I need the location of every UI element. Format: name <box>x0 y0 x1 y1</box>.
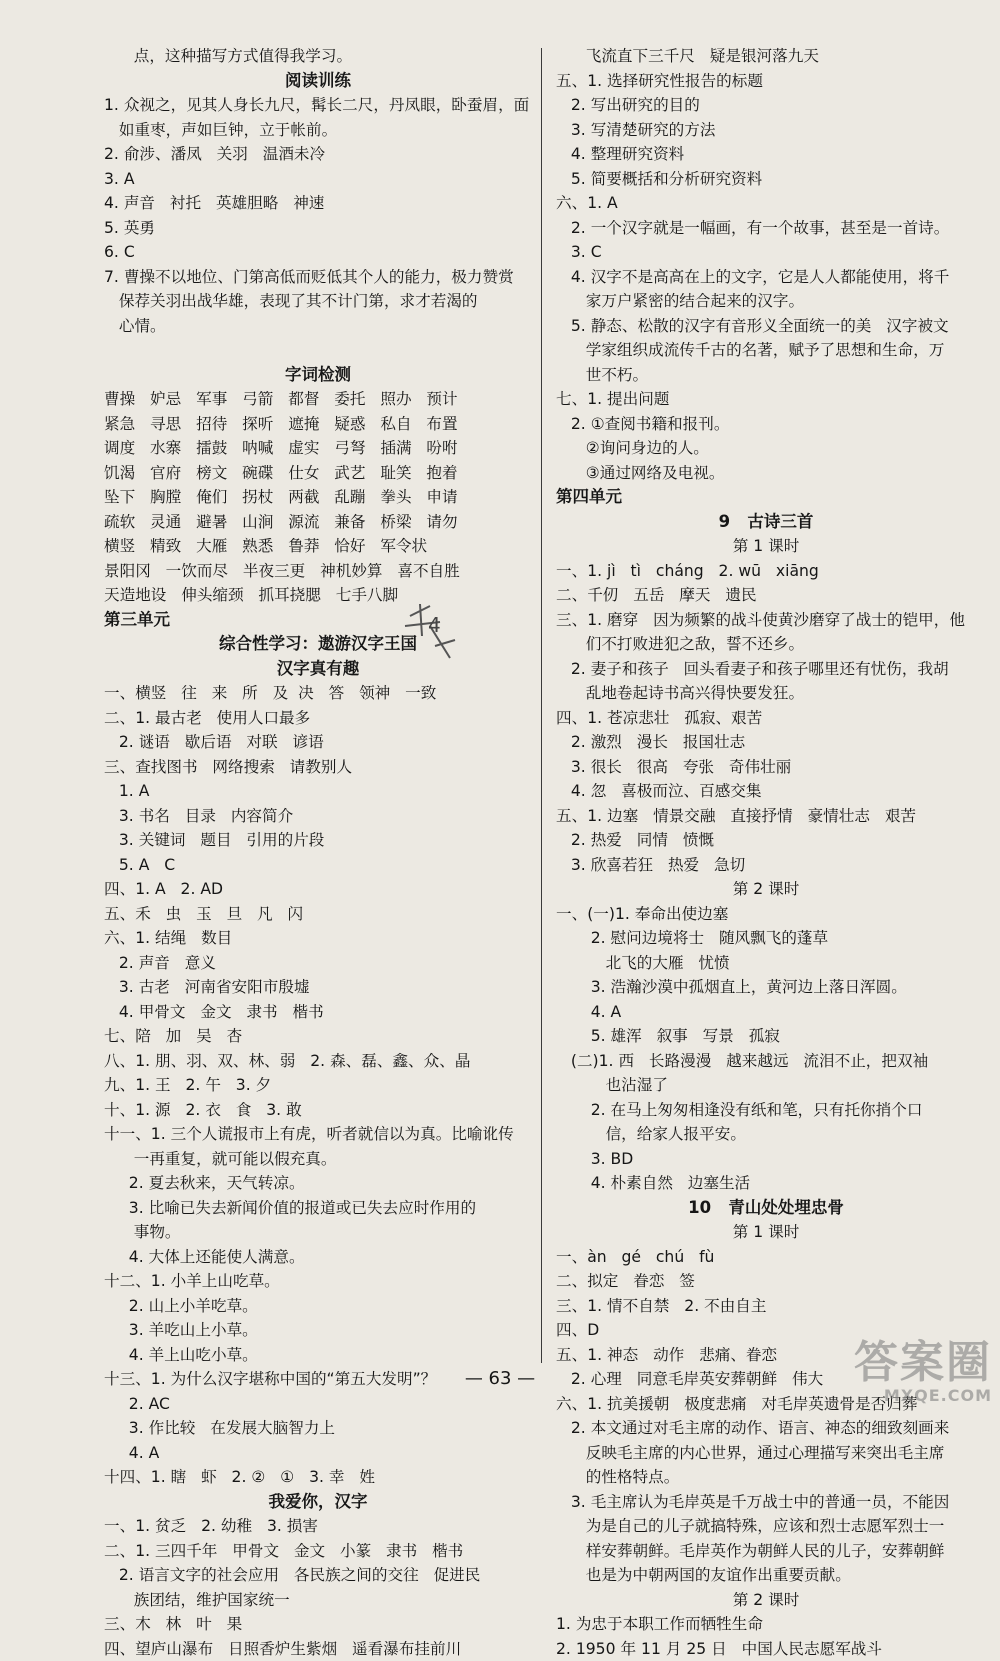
answer-line: 4. 朴素自然 边塞生活 <box>556 1171 976 1196</box>
section-heading: 阅读训练 <box>104 69 532 94</box>
answer-line: 八、1. 朋、羽、双、林、弱 2. 森、磊、鑫、众、晶 <box>104 1049 532 1074</box>
answer-line: 2. 热爱 同情 愤慨 <box>556 828 976 853</box>
answer-line: 3. 书名 目录 内容简介 <box>104 804 532 829</box>
answer-line: 坠下 胸膛 俺们 拐杖 两截 乱蹦 拳头 申请 <box>104 485 532 510</box>
answer-line: 7. 曹操不以地位、门第高低而贬低其个人的能力，极力赞赏 <box>104 265 532 290</box>
answer-line: 2. 心理 同意毛岸英安葬朝鲜 伟大 <box>556 1367 976 1392</box>
answer-line: 二、1. 最古老 使用人口最多 <box>104 706 532 731</box>
answer-line: ③通过网络及电视。 <box>556 461 976 486</box>
answer-line: 也是为中朝两国的友谊作出重要贡献。 <box>556 1563 976 1588</box>
answer-line: 一、(一)1. 奉命出使边塞 <box>556 902 976 927</box>
column-divider <box>541 48 542 1363</box>
answer-line: 十、1. 源 2. 衣 食 3. 敢 <box>104 1098 532 1123</box>
answer-line: 族团结，维护国家统一 <box>104 1588 532 1613</box>
answer-line: 如重枣，声如巨钟，立于帐前。 <box>104 118 532 143</box>
answer-line: 七、陪 加 吴 杏 <box>104 1024 532 1049</box>
answer-line: 疏软 灵通 避暑 山涧 源流 兼备 桥梁 请勿 <box>104 510 532 535</box>
answer-line: 一、1. jì tì cháng 2. wū xiāng <box>556 559 976 584</box>
answer-line: 一、横竖 往 来 所 及 决 答 领神 一致 <box>104 681 532 706</box>
answer-line: 3. 作比较 在发展大脑智力上 <box>104 1416 532 1441</box>
answer-line: 2. 一个汉字就是一幅画，有一个故事，甚至是一首诗。 <box>556 216 976 241</box>
answer-line: 2. 妻子和孩子 回头看妻子和孩子哪里还有忧伤，我胡 <box>556 657 976 682</box>
answer-line: 4. 整理研究资料 <box>556 142 976 167</box>
answer-line: 3. BD <box>556 1147 976 1172</box>
answer-line: 曹操 妒忌 军事 弓箭 都督 委托 照办 预计 <box>104 387 532 412</box>
answer-line: 3. 关键词 题目 引用的片段 <box>104 828 532 853</box>
section-heading: 综合性学习：遨游汉字王国 <box>104 632 532 657</box>
answer-line: 五、1. 神态 动作 悲痛、眷恋 <box>556 1343 976 1368</box>
answer-line: 二、1. 三四千年 甲骨文 金文 小篆 隶书 楷书 <box>104 1539 532 1564</box>
answer-line: 五、禾 虫 玉 旦 凡 闪 <box>104 902 532 927</box>
answer-line: 乱地卷起诗书高兴得快要发狂。 <box>556 681 976 706</box>
answer-line: 北飞的大雁 忧愤 <box>556 951 976 976</box>
watermark-url: MXQE.COM <box>854 1386 992 1405</box>
answer-line: 为是自己的儿子就搞特殊，应该和烈士志愿军烈士一 <box>556 1514 976 1539</box>
section-heading: 9 古诗三首 <box>556 510 976 535</box>
answer-line: ②询问身边的人。 <box>556 436 976 461</box>
answer-line: 三、木 林 叶 果 <box>104 1612 532 1637</box>
answer-line: 四、1. 苍凉悲壮 孤寂、艰苦 <box>556 706 976 731</box>
answer-line: 3. 欣喜若狂 热爱 急切 <box>556 853 976 878</box>
answer-line: 2. 声音 意义 <box>104 951 532 976</box>
answer-line: 四、望庐山瀑布 日照香炉生紫烟 遥看瀑布挂前川 <box>104 1637 532 1661</box>
answer-line: 的性格特点。 <box>556 1465 976 1490</box>
handwritten-scribble <box>400 596 460 666</box>
watermark-logo-text: 答案圈 <box>854 1340 992 1386</box>
answer-line: 事物。 <box>104 1220 532 1245</box>
answer-line: 五、1. 选择研究性报告的标题 <box>556 69 976 94</box>
answer-line: 2. 1950 年 11 月 25 日 中国人民志愿军战斗 <box>556 1637 976 1661</box>
answer-line: 3. A <box>104 167 532 192</box>
answer-line: 心情。 <box>104 314 532 339</box>
answer-line: 4. 声音 衬托 英雄胆略 神速 <box>104 191 532 216</box>
answer-line: 3. 写清楚研究的方法 <box>556 118 976 143</box>
answer-line: 4. 汉字不是高高在上的文字，它是人人都能使用，将千 <box>556 265 976 290</box>
section-heading: 第三单元 <box>104 608 532 633</box>
answer-line: 一、àn gé chú fù <box>556 1245 976 1270</box>
answer-line: 2. 谜语 歇后语 对联 谚语 <box>104 730 532 755</box>
answer-line: 1. 众视之，见其人身长九尺，髯长二尺，丹凤眼，卧蚕眉，面 <box>104 93 532 118</box>
answer-line: 三、查找图书 网络搜索 请教别人 <box>104 755 532 780</box>
answer-line: 3. 毛主席认为毛岸英是千万战士中的普通一员，不能因 <box>556 1490 976 1515</box>
answer-line: 天造地设 伸头缩颈 抓耳挠腮 七手八脚 <box>104 583 532 608</box>
answer-line: 2. 本文通过对毛主席的动作、语言、神态的细致刻画来 <box>556 1416 976 1441</box>
answer-line: 们不打败进犯之敌，誓不还乡。 <box>556 632 976 657</box>
answer-line: 点，这种描写方式值得我学习。 <box>104 44 532 69</box>
answer-line: 3. 羊吃山上小草。 <box>104 1318 532 1343</box>
answer-line: (二)1. 西 长路漫漫 越来越远 流泪不止，把双袖 <box>556 1049 976 1074</box>
right-column <box>556 44 976 1661</box>
answer-line: 六、1. 结绳 数目 <box>104 926 532 951</box>
answer-line: 十二、1. 小羊上山吃草。 <box>104 1269 532 1294</box>
answer-line: 2. 山上小羊吃草。 <box>104 1294 532 1319</box>
answer-line: 飞流直下三千尺 疑是银河落九天 <box>556 44 976 69</box>
section-heading: 汉字真有趣 <box>104 657 532 682</box>
answer-line: 十四、1. 瞎 虾 2. ② ① 3. 幸 姓 <box>104 1465 532 1490</box>
answer-line: 4. 甲骨文 金文 隶书 楷书 <box>104 1000 532 1025</box>
answer-line: 5. A C <box>104 853 532 878</box>
answer-line: 一、1. 贫乏 2. 幼稚 3. 损害 <box>104 1514 532 1539</box>
answer-line: 七、1. 提出问题 <box>556 387 976 412</box>
answer-line: 2. AC <box>104 1392 532 1417</box>
answer-line: 十一、1. 三个人谎报市上有虎，听者就信以为真。比喻讹传 <box>104 1122 532 1147</box>
page-number: — 63 — <box>0 1368 1000 1389</box>
answer-line: 2. 慰问边境将士 随风飘飞的蓬草 <box>556 926 976 951</box>
answer-line: 第 2 课时 <box>556 1588 976 1613</box>
answer-line: 2. 语言文字的社会应用 各民族之间的交往 促进民 <box>104 1563 532 1588</box>
answer-line: 样安葬朝鲜。毛岸英作为朝鲜人民的儿子，安葬朝鲜 <box>556 1539 976 1564</box>
answer-line: 第 1 课时 <box>556 1220 976 1245</box>
answer-line: 紧急 寻思 招待 探听 遮掩 疑惑 私自 布置 <box>104 412 532 437</box>
answer-line: 十三、1. 为什么汉字堪称中国的“第五大发明”？ <box>104 1367 532 1392</box>
answer-line: 4. 忽 喜极而泣、百感交集 <box>556 779 976 804</box>
answer-line: 保荐关羽出战华雄，表现了其不计门第，求才若渴的 <box>104 289 532 314</box>
answer-line: 1. 为忠于本职工作而牺牲生命 <box>556 1612 976 1637</box>
answer-line: 4. A <box>104 1441 532 1466</box>
answer-line: 一再重复，就可能以假充真。 <box>104 1147 532 1172</box>
answer-line: 家万户紧密的结合起来的汉字。 <box>556 289 976 314</box>
answer-line: 六、1. 抗美援朝 极度悲痛 对毛岸英遗骨是否归葬 <box>556 1392 976 1417</box>
section-heading: 第四单元 <box>556 485 976 510</box>
answer-line: 6. C <box>104 240 532 265</box>
answer-line: 三、1. 磨穿 因为频繁的战斗使黄沙磨穿了战士的铠甲，他 <box>556 608 976 633</box>
answer-line: 世不朽。 <box>556 363 976 388</box>
answer-line: 2. 夏去秋来，天气转凉。 <box>104 1171 532 1196</box>
answer-line: 学家组织成流传千古的名著，赋予了思想和生命，万 <box>556 338 976 363</box>
answer-line: 2. 俞涉、潘凤 关羽 温酒未冷 <box>104 142 532 167</box>
left-column <box>104 44 532 1661</box>
answer-line: 九、1. 王 2. 午 3. 夕 <box>104 1073 532 1098</box>
section-heading: 我爱你，汉字 <box>104 1490 532 1515</box>
answer-line: 3. 古老 河南省安阳市殷墟 <box>104 975 532 1000</box>
answer-line: 五、1. 边塞 情景交融 直接抒情 豪情壮志 艰苦 <box>556 804 976 829</box>
answer-line: 5. 静态、松散的汉字有音形义全面统一的美 汉字被文 <box>556 314 976 339</box>
answer-line <box>104 338 532 363</box>
answer-line: 信，给家人报平安。 <box>556 1122 976 1147</box>
answer-line: 2. 写出研究的目的 <box>556 93 976 118</box>
answer-line: 3. 浩瀚沙漠中孤烟直上，黄河边上落日浑圆。 <box>556 975 976 1000</box>
answer-line: 2. ①查阅书籍和报刊。 <box>556 412 976 437</box>
answer-line: 4. A <box>556 1000 976 1025</box>
answer-line: 5. 简要概括和分析研究资料 <box>556 167 976 192</box>
answer-line: 景阳冈 一饮而尽 半夜三更 神机妙算 喜不自胜 <box>104 559 532 584</box>
answer-line: 3. 比喻已失去新闻价值的报道或已失去应时作用的 <box>104 1196 532 1221</box>
answer-line: 3. 很长 很高 夸张 奇伟壮丽 <box>556 755 976 780</box>
answer-line: 5. 英勇 <box>104 216 532 241</box>
watermark <box>854 1340 992 1405</box>
answer-line: 1. A <box>104 779 532 804</box>
answer-line: 二、千仞 五岳 摩天 遗民 <box>556 583 976 608</box>
answer-line: 3. C <box>556 240 976 265</box>
scribble-text: 4 <box>428 613 441 637</box>
answer-line: 2. 在马上匆匆相逢没有纸和笔，只有托你捎个口 <box>556 1098 976 1123</box>
answer-line: 第 2 课时 <box>556 877 976 902</box>
answer-line: 4. 羊上山吃小草。 <box>104 1343 532 1368</box>
answer-line: 第 1 课时 <box>556 534 976 559</box>
answer-line: 2. 激烈 漫长 报国壮志 <box>556 730 976 755</box>
answer-line: 六、1. A <box>556 191 976 216</box>
answer-line: 三、1. 情不自禁 2. 不由自主 <box>556 1294 976 1319</box>
answer-line: 四、D <box>556 1318 976 1343</box>
answer-line: 二、拟定 眷恋 签 <box>556 1269 976 1294</box>
answer-line: 也沾湿了 <box>556 1073 976 1098</box>
answer-line: 5. 雄浑 叙事 写景 孤寂 <box>556 1024 976 1049</box>
answer-line: 调度 水寨 擂鼓 呐喊 虚实 弓弩 插满 吩咐 <box>104 436 532 461</box>
answer-line: 饥渴 官府 榜文 碗碟 仕女 武艺 耻笑 抱着 <box>104 461 532 486</box>
answer-line: 横竖 精致 大雁 熟悉 鲁莽 恰好 军令状 <box>104 534 532 559</box>
answer-line: 4. 大体上还能使人满意。 <box>104 1245 532 1270</box>
section-heading: 字词检测 <box>104 363 532 388</box>
section-heading: 10 青山处处埋忠骨 <box>556 1196 976 1221</box>
answer-line: 四、1. A 2. AD <box>104 877 532 902</box>
answer-line: 反映毛主席的内心世界，通过心理描写来突出毛主席 <box>556 1441 976 1466</box>
